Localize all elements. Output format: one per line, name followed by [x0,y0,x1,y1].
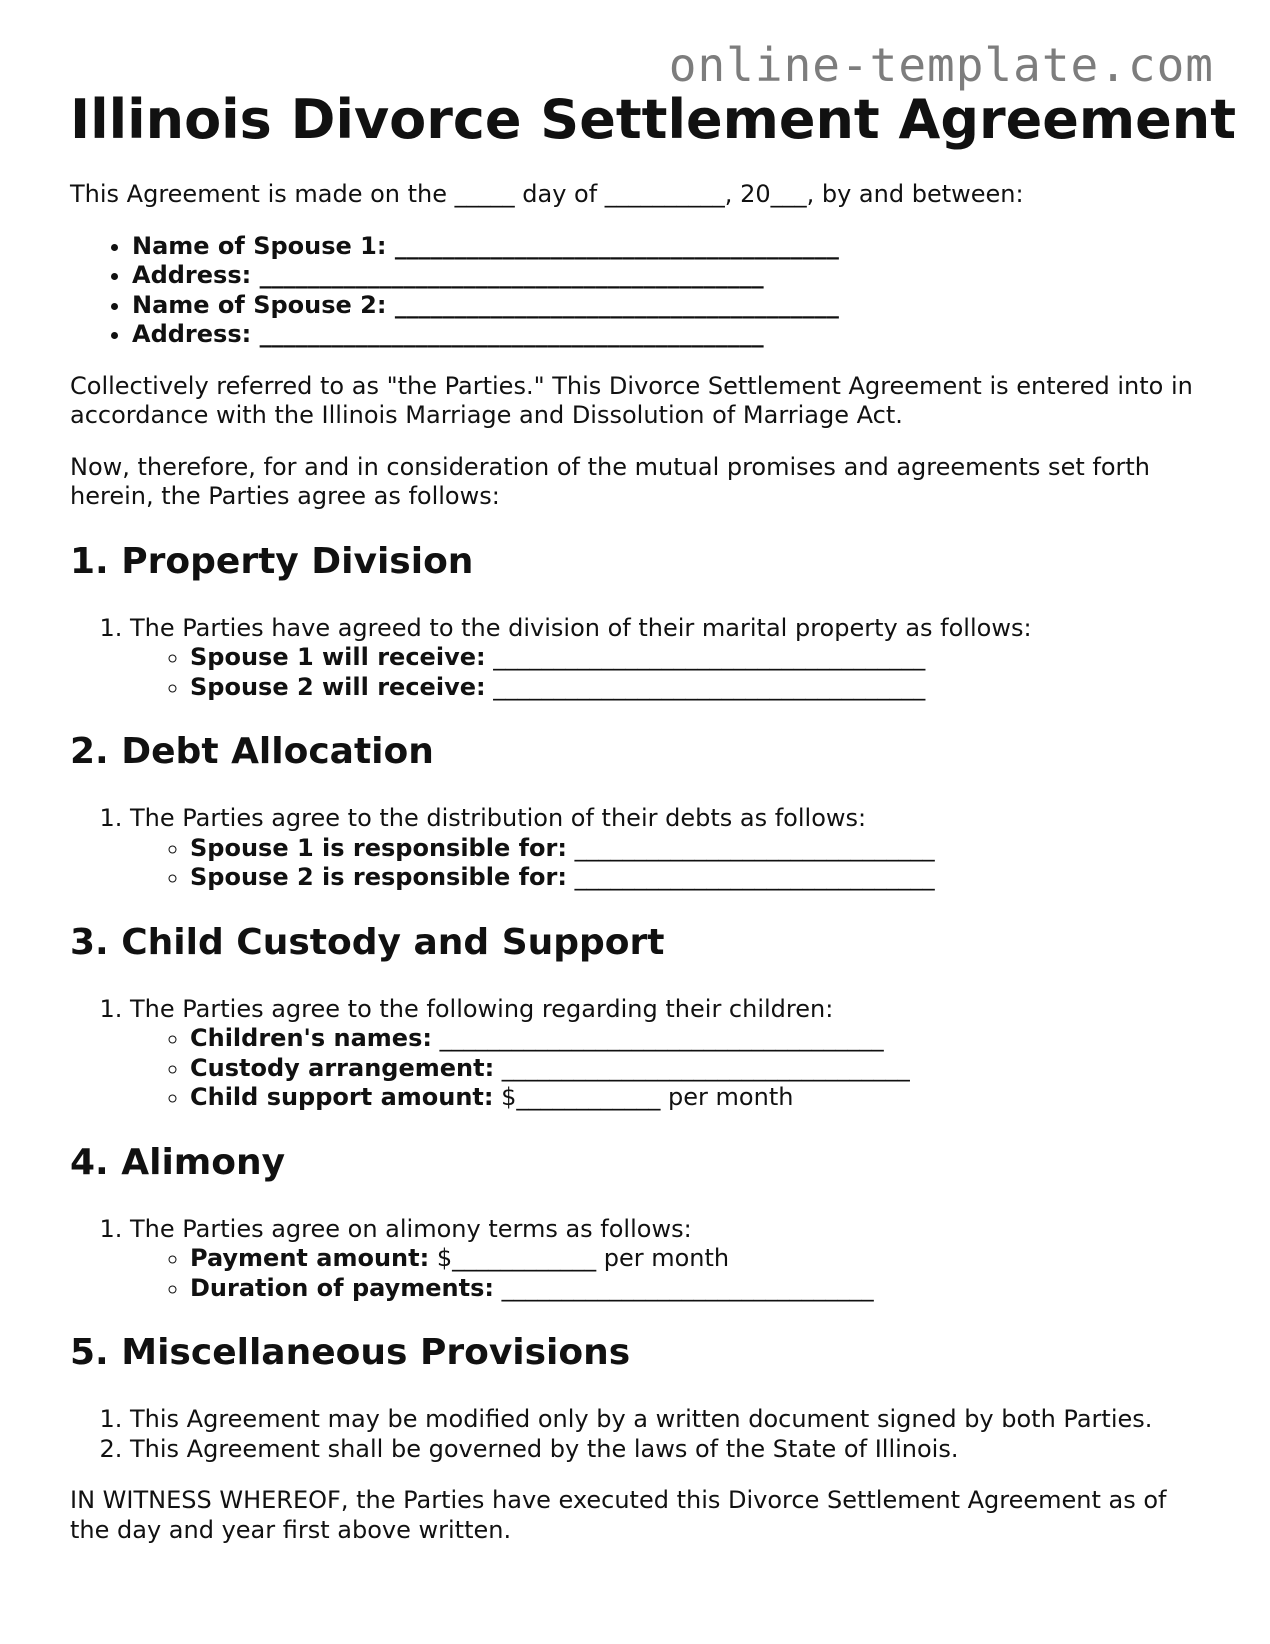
item-text: The Parties have agreed to the division of their marital property as follows: [130,613,1032,642]
list-item [190,1054,1210,1084]
now-therefore-paragraph: Now, therefore, for and in consideration of the mutual promises and agreements set forth herein, the Parties agree as follows: [70,452,1150,510]
sub-list [130,1244,1210,1303]
collectively-paragraph: Collectively referred to as "the Parties." This Divorce Settlement Agreement is entered into in accordance with the Illinois Marriage and Dissolution of Marriage Act. [70,371,1193,429]
section-heading-debt-allocation: 2. Debt Allocation [70,731,434,772]
blank-line: __________________________________________ [251,320,764,348]
blank-line: _____________________________________ [431,1024,884,1052]
blank-line: ______________________________ [566,833,935,862]
list-item [130,995,1210,1113]
field-label: Child support amount: [190,1083,494,1111]
field-label: Duration of payments: [190,1273,494,1302]
list-item [130,614,1210,703]
blank-line: _______________________________ [493,1273,874,1302]
blank-line: $____________ per month [493,1083,794,1111]
witness-paragraph: IN WITNESS WHEREOF, the Parties have executed this Divorce Settlement Agreement as of the day and year first above written. [70,1486,1167,1544]
document-body [70,180,1210,1545]
list-item: 2. This Agreement shall be governed by the laws of the State of Illinois. [130,1435,1210,1465]
section-heading-child-custody: 3. Child Custody and Support [70,921,665,963]
section-items [70,1215,1210,1304]
blank-line: ____________________________________ [485,672,926,701]
blank-line: ______________________________ [566,863,935,891]
document-title: Illinois Divorce Settlement Agreement [70,88,1237,151]
blank-line: _____________________________________ [386,290,839,319]
sub-list [130,643,1210,702]
field-label: Spouse 2 will receive: [190,672,486,701]
list-item [190,643,1210,673]
list-item: 1. This Agreement may be modified only by a written document signed by both Parties. [130,1405,1210,1435]
sub-list [130,1024,1210,1113]
field-label: Address: [132,320,252,348]
section-heading-property-division: 1. Property Division [70,540,474,582]
blank-line: ____________________________________ [485,643,926,671]
list-item [190,1274,1210,1304]
item-text: The Parties agree to the following regarding their children: [130,994,834,1023]
item-text: The Parties agree on alimony terms as follows: [130,1214,692,1243]
list-item [190,834,1210,864]
list-item [190,1244,1210,1274]
intro-paragraph: This Agreement is made on the _____ day of __________, 20___, by and between: [70,180,1024,208]
list-item [130,1215,1210,1304]
field-label: Name of Spouse 2: [132,290,387,319]
field-label: Payment amount: [190,1244,430,1272]
list-item [190,1024,1210,1054]
section-items [70,804,1210,893]
field-label: Custody arrangement: [190,1053,495,1082]
blank-line: __________________________________ [494,1053,910,1082]
list-item [132,320,1210,350]
section-items [70,995,1210,1113]
section-heading-miscellaneous: 5. Miscellaneous Provisions [70,1332,631,1373]
list-item [130,804,1210,893]
list-item [132,261,1210,291]
list-item [190,673,1210,703]
field-label: Address: [132,261,252,289]
list-item [190,1083,1210,1113]
section-heading-alimony: 4. Alimony [70,1141,286,1183]
field-label: Name of Spouse 1: [132,231,387,260]
item-text: The Parties agree to the distribution of their debts as follows: [130,804,867,832]
misc-items [70,1405,1210,1464]
blank-line: _____________________________________ [386,231,839,260]
parties-list [70,232,1210,350]
field-label: Spouse 1 is responsible for: [190,833,567,862]
list-item [132,291,1210,321]
field-label: Children's names: [190,1024,432,1052]
list-item [132,232,1210,262]
sub-list [130,834,1210,893]
watermark: online-template.com [668,38,1214,92]
section-items [70,614,1210,703]
blank-line: $____________ per month [429,1244,730,1272]
blank-line: __________________________________________ [251,261,764,289]
field-label: Spouse 2 is responsible for: [190,863,567,891]
field-label: Spouse 1 will receive: [190,643,486,671]
list-item [190,863,1210,893]
